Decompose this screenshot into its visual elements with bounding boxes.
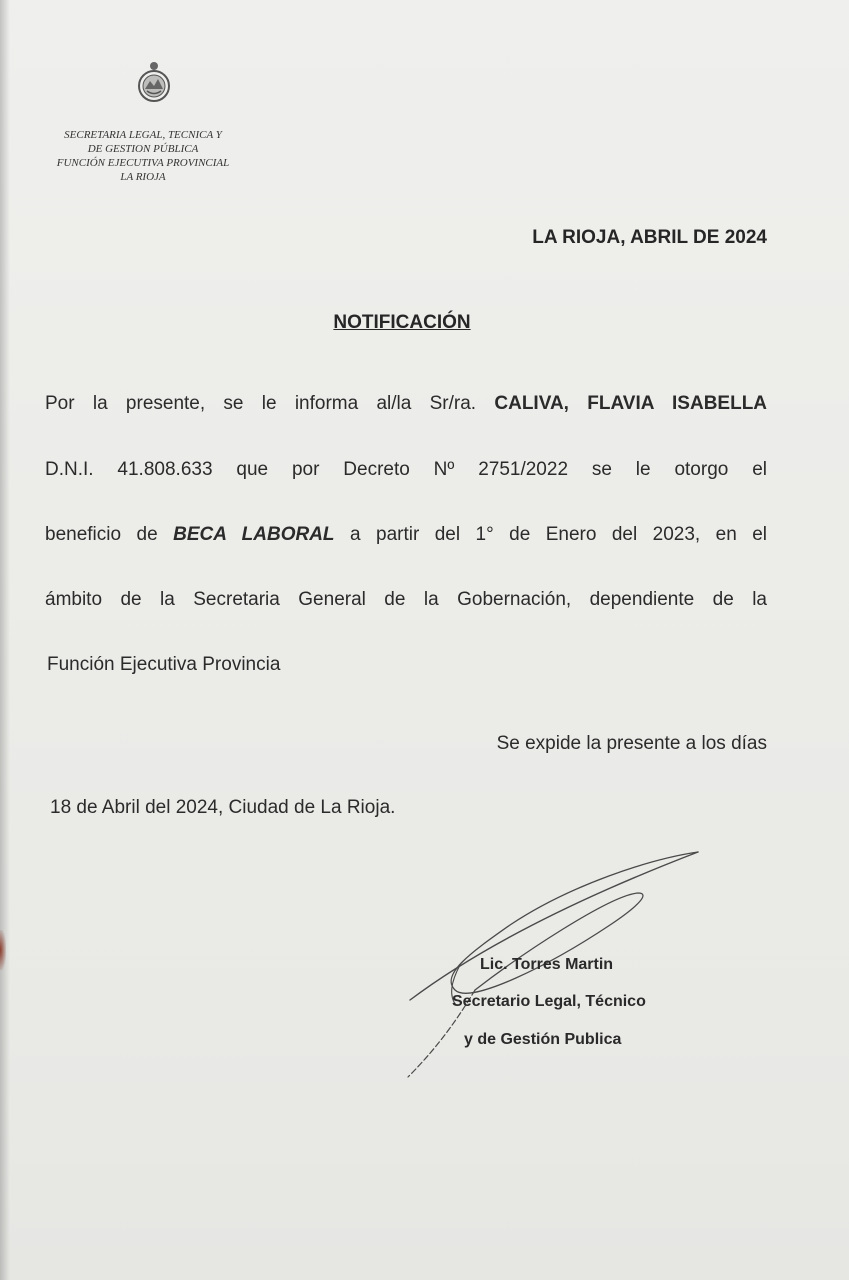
body-text: Por la presente, se le informa al/la Sr/ra.: [45, 393, 477, 414]
place-date: LA RIOJA, ABRIL DE 2024: [532, 227, 767, 248]
header-line: FUNCIÓN EJECUTIVA PROVINCIAL: [56, 157, 230, 169]
provincial-seal-icon: [136, 58, 172, 104]
signatory-name: Lic. Torres Martin: [480, 956, 614, 973]
header-line: SECRETARIA LEGAL, TECNICA Y: [64, 129, 222, 141]
header-line: DE GESTION PÚBLICA: [87, 143, 199, 155]
body-line-5: Función Ejecutiva Provincia: [47, 654, 281, 675]
body-line-2: D.N.I. 41.808.633 que por Decreto Nº 2751/2022 se le otorgo el: [45, 459, 767, 480]
header-line: LA RIOJA: [120, 171, 166, 183]
body-text: beneficio de: [45, 524, 158, 545]
page-edge-shadow: [0, 0, 10, 1280]
body-line-3: [45, 524, 767, 546]
signatory-role-line-1: Secretario Legal, Técnico: [452, 993, 646, 1010]
benefit-name: BECA LABORAL: [173, 524, 335, 545]
body-line-7: 18 de Abril del 2024, Ciudad de La Rioja.: [50, 797, 396, 818]
body-text: a partir del 1° de Enero del 2023, en el: [350, 524, 768, 545]
signatory-role-line-2: y de Gestión Publica: [464, 1031, 622, 1048]
edge-mark: [0, 930, 6, 970]
body-line-6: Se expide la presente a los días: [496, 733, 767, 754]
document-title: NOTIFICACIÓN: [333, 312, 471, 333]
recipient-name: CALIVA, FLAVIA ISABELLA: [494, 393, 768, 414]
issuing-office-header: [28, 128, 258, 184]
body-line-4: ámbito de la Secretaria General de la Gobernación, dependiente de la: [45, 589, 767, 610]
body-line-1: [45, 393, 767, 415]
